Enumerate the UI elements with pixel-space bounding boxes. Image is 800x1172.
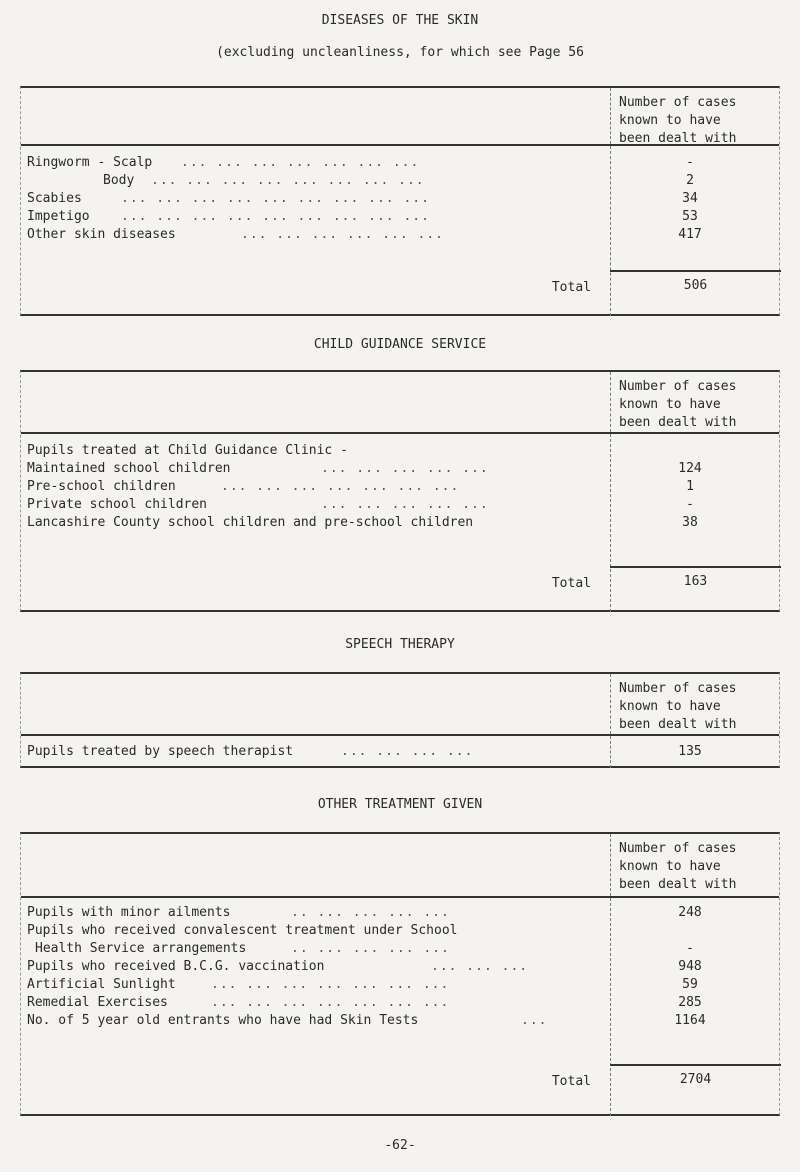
child-table-header bbox=[21, 372, 779, 434]
skin-table bbox=[20, 86, 780, 316]
skin-title: DISEASES OF THE SKIN bbox=[321, 13, 479, 28]
skin-table-header bbox=[21, 88, 779, 146]
skin-total-value: 506 bbox=[610, 270, 781, 302]
speech-count-header: Number of cases known to have been dealt with bbox=[610, 674, 781, 734]
child-total-value: 163 bbox=[610, 566, 781, 598]
table-row: Scabies ... ... ... ... ... ... ... ... ... 34 bbox=[27, 191, 698, 206]
skin-total-row: Total 506 bbox=[21, 274, 781, 302]
child-total-row: Total 163 bbox=[21, 570, 781, 598]
skin-table-body bbox=[21, 146, 779, 316]
skin-subtitle: (excluding uncleanliness, for which see Page 56 bbox=[216, 45, 584, 60]
table-row: Lancashire County school children and pre-school children 38 bbox=[27, 515, 698, 530]
skin-count-header: Number of cases known to have been dealt with bbox=[610, 88, 781, 144]
other-table-header bbox=[21, 834, 779, 898]
other-total-value: 2704 bbox=[610, 1064, 781, 1096]
speech-table-header bbox=[21, 674, 779, 736]
other-title: OTHER TREATMENT GIVEN bbox=[317, 797, 483, 812]
table-row: Pupils with minor ailments .. ... ... ... ... 248 bbox=[27, 905, 702, 920]
speech-table bbox=[20, 672, 780, 768]
other-table-body bbox=[21, 898, 779, 1116]
child-title: CHILD GUIDANCE SERVICE bbox=[313, 337, 487, 352]
table-row: Pupils treated by speech therapist ... ... ... ... 135 bbox=[27, 744, 702, 759]
table-row: Body ... ... ... ... ... ... ... ... 2 bbox=[103, 173, 694, 188]
child-table bbox=[20, 370, 780, 612]
table-row: Health Service arrangements .. ... ... ... ... - bbox=[35, 941, 694, 956]
table-row: Pupils treated at Child Guidance Clinic - bbox=[27, 443, 348, 458]
table-row: Pupils who received B.C.G. vaccination ... ... ... 948 bbox=[27, 959, 702, 974]
table-row: Remedial Exercises ... ... ... ... ... ... ... 285 bbox=[27, 995, 702, 1010]
table-row: No. of 5 year old entrants who have had Skin Tests ... 1164 bbox=[27, 1013, 706, 1028]
other-count-header: Number of cases known to have been dealt with bbox=[610, 834, 781, 896]
table-row: Maintained school children ... ... ... ... ... 124 bbox=[27, 461, 702, 476]
page-number: -62- bbox=[384, 1138, 416, 1153]
other-table bbox=[20, 832, 780, 1116]
child-table-body bbox=[21, 434, 779, 612]
table-row: Ringworm - Scalp ... ... ... ... ... ... ... - bbox=[27, 155, 694, 170]
child-count-header: Number of cases known to have been dealt with bbox=[610, 372, 781, 432]
speech-table-body bbox=[21, 736, 779, 768]
table-row: Pupils who received convalescent treatment under School bbox=[27, 923, 458, 938]
table-row: Pre-school children ... ... ... ... ... ... ... 1 bbox=[27, 479, 694, 494]
table-row: Impetigo ... ... ... ... ... ... ... ... ... 53 bbox=[27, 209, 698, 224]
table-row: Artificial Sunlight ... ... ... ... ... ... ... 59 bbox=[27, 977, 698, 992]
other-total-row: Total 2704 bbox=[21, 1068, 781, 1096]
speech-title: SPEECH THERAPY bbox=[345, 637, 455, 652]
table-row: Private school children ... ... ... ... ... - bbox=[27, 497, 694, 512]
table-row: Other skin diseases ... ... ... ... ... ... 417 bbox=[27, 227, 702, 242]
